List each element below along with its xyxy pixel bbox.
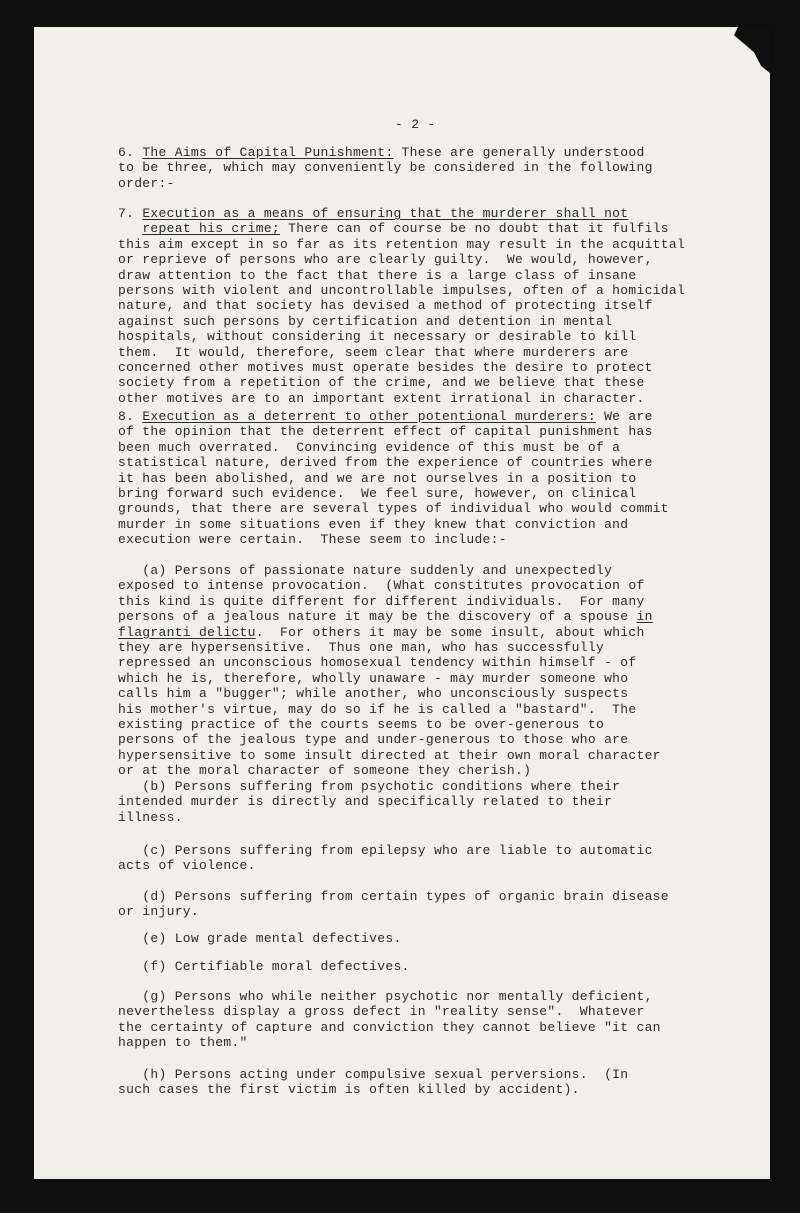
item-e: (e) Low grade mental defectives. bbox=[118, 931, 402, 946]
item-g-line: the certainty of capture and conviction they cannot believe "it can bbox=[118, 1019, 661, 1035]
item-a-line: persons of the jealous type and under-generous to those who are bbox=[118, 732, 629, 748]
section-8-line: been much overrated. Convincing evidence of this must be of a bbox=[118, 439, 621, 455]
document-page bbox=[34, 27, 770, 1179]
item-c bbox=[118, 843, 653, 874]
section-6 bbox=[118, 145, 653, 191]
item-a-line: persons of a jealous nature it may be the discovery of a spouse bbox=[118, 609, 637, 625]
section-8-line: murder in some situations even if they knew that conviction and bbox=[118, 516, 629, 532]
section-7-number: 7. bbox=[118, 206, 135, 221]
item-a-line: calls him a "bugger"; while another, who unconsciously suspects bbox=[118, 686, 629, 702]
section-7-heading-cont: repeat his crime; bbox=[142, 221, 281, 237]
item-a-in: in bbox=[636, 609, 653, 625]
section-7-line: or reprieve of persons who are clearly guilty. We would, however, bbox=[118, 252, 653, 268]
item-a-line: hypersensitive to some insult directed at their own moral character bbox=[118, 747, 661, 763]
section-7-line: nature, and that society has devised a method of protecting itself bbox=[118, 298, 653, 314]
item-f: (f) Certifiable moral defectives. bbox=[118, 959, 410, 974]
item-a-line: existing practice of the courts seems to be over-generous to bbox=[118, 717, 605, 733]
section-7-line: hospitals, without considering it necessary or desirable to kill bbox=[118, 329, 637, 345]
section-8-line: grounds, that there are several types of individual who would commit bbox=[118, 501, 669, 517]
item-a-after-latin: . For others it may be some insult, about which bbox=[255, 624, 645, 640]
section-7-intro: There can of course be no doubt that it fulfils bbox=[280, 221, 669, 237]
section-7-line: against such persons by certification and detention in mental bbox=[118, 313, 613, 329]
item-a-line: his mother's virtue, may do so if he is called a "bastard". The bbox=[118, 701, 637, 717]
item-a-line: this kind is quite different for different individuals. For many bbox=[118, 593, 645, 609]
item-g-line: nevertheless display a gross defect in "reality sense". Whatever bbox=[118, 1004, 645, 1020]
item-a-line: exposed to intense provocation. (What constitutes provocation of bbox=[118, 578, 645, 594]
section-8-line: it has been abolished, and we are not ourselves in a position to bbox=[118, 470, 637, 486]
item-h-line: such cases the first victim is often killed by accident). bbox=[118, 1082, 580, 1098]
section-8-line: statistical nature, derived from the experience of countries where bbox=[118, 455, 653, 471]
item-a bbox=[118, 563, 661, 779]
item-c-line: acts of violence. bbox=[118, 858, 256, 874]
section-7 bbox=[118, 206, 685, 406]
item-d bbox=[118, 889, 669, 920]
section-6-line: order:- bbox=[118, 175, 175, 191]
section-6-line: to be three, which may conveniently be considered in the following bbox=[118, 160, 653, 176]
item-a-line: they are hypersensitive. Thus one man, who has successfully bbox=[118, 640, 605, 656]
section-7-heading: Execution as a means of ensuring that the murderer shall not bbox=[142, 206, 629, 221]
section-8-line: execution were certain. These seem to include:- bbox=[118, 532, 507, 548]
item-g bbox=[118, 989, 661, 1051]
torn-corner bbox=[730, 27, 770, 73]
section-7-line: them. It would, therefore, seem clear that where murderers are bbox=[118, 344, 629, 360]
section-7-line: this aim except in so far as its retention may result in the acquittal bbox=[118, 236, 686, 252]
section-8-heading: Execution as a deterrent to other potentional murderers: bbox=[142, 409, 596, 424]
item-a-line: which he is, therefore, wholly unaware - may murder someone who bbox=[118, 670, 629, 686]
item-g-line: (g) Persons who while neither psychotic nor mentally deficient, bbox=[118, 989, 653, 1004]
section-7-line: other motives are to an important extent irrational in character. bbox=[118, 390, 645, 406]
item-a-line: (a) Persons of passionate nature suddenly and unexpectedly bbox=[118, 563, 613, 578]
section-8-number: 8. bbox=[118, 409, 135, 424]
item-d-line: or injury. bbox=[118, 904, 200, 920]
item-h-line: (h) Persons acting under compulsive sexual perversions. (In bbox=[118, 1067, 629, 1082]
section-6-heading: The Aims of Capital Punishment: bbox=[142, 145, 394, 160]
section-8-line: bring forward such evidence. We feel sure, however, on clinical bbox=[118, 486, 637, 502]
section-7-line: concerned other motives must operate besides the desire to protect bbox=[118, 360, 653, 376]
item-a-latin-phrase: flagranti delictu bbox=[118, 624, 256, 640]
section-6-intro: These are generally understood bbox=[393, 145, 645, 160]
item-b bbox=[118, 779, 620, 825]
item-c-line: (c) Persons suffering from epilepsy who are liable to automatic bbox=[118, 843, 653, 858]
section-8 bbox=[118, 409, 669, 548]
item-d-line: (d) Persons suffering from certain types of organic brain disease bbox=[118, 889, 669, 904]
page-number: - 2 - bbox=[395, 117, 436, 132]
section-7-line: persons with violent and uncontrollable impulses, often of a homicidal bbox=[118, 283, 686, 299]
section-7-line: draw attention to the fact that there is a large class of insane bbox=[118, 267, 637, 283]
item-g-line: happen to them." bbox=[118, 1035, 248, 1051]
section-8-intro: We are bbox=[595, 409, 653, 424]
item-h bbox=[118, 1067, 628, 1098]
item-b-line: intended murder is directly and specifically related to their bbox=[118, 794, 613, 810]
section-7-line: society from a repetition of the crime, and we believe that these bbox=[118, 375, 645, 391]
item-b-line: illness. bbox=[118, 809, 183, 825]
section-8-line: of the opinion that the deterrent effect of capital punishment has bbox=[118, 424, 653, 440]
item-a-line: repressed an unconscious homosexual tendency within himself - of bbox=[118, 655, 637, 671]
item-a-line: or at the moral character of someone they cherish.) bbox=[118, 763, 532, 779]
section-6-number: 6. bbox=[118, 145, 135, 160]
item-b-line: (b) Persons suffering from psychotic conditions where their bbox=[118, 779, 621, 794]
